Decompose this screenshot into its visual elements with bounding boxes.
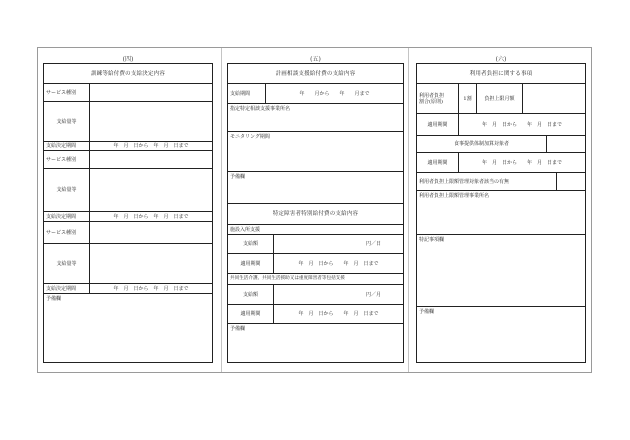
period-label: 支給決定期間: [44, 284, 90, 293]
cap-office-row: [417, 191, 585, 235]
amount-value: 円／月: [365, 291, 381, 298]
amount-value[interactable]: [90, 102, 212, 141]
special-header: [228, 204, 403, 225]
service-row: [44, 222, 212, 244]
cap-value[interactable]: [523, 84, 585, 113]
amount-label: 支給量等: [44, 102, 90, 141]
amount-label: 支給額: [228, 285, 274, 304]
applicable-value: 年 月 日から 年 月 日まで: [298, 311, 379, 317]
applicable-value: 年 月 日から 年 月 日まで: [298, 260, 379, 267]
burden-row: [417, 84, 585, 114]
service-value[interactable]: [90, 151, 212, 168]
notes-row: [417, 307, 585, 362]
group-label: 共同生活介護、共同生活援助又は重度障害者等包括支援: [230, 276, 345, 281]
notes-row: [228, 172, 403, 204]
cap-office-label: 利用者負担上限額管理事業所名: [419, 193, 490, 199]
notes-row: [44, 294, 212, 362]
applicable-label: 適用期間: [417, 153, 459, 172]
panel-number: (五): [310, 56, 321, 63]
cap-mgmt-row: [417, 173, 585, 191]
period-row: [44, 142, 212, 151]
period-label: 支給決定期間: [44, 142, 90, 150]
panel-number: (六): [495, 56, 507, 63]
facility-label: 施設入所支援: [230, 226, 261, 233]
period-row: [44, 212, 212, 222]
notes-label: 予備欄: [230, 326, 246, 332]
applicable-value: 年 月 日から 年 月 日まで: [481, 121, 562, 128]
applicable-row: [228, 254, 403, 274]
service-row: [44, 151, 212, 169]
notes-label: 予備欄: [46, 296, 62, 302]
cap-mgmt-value[interactable]: [557, 173, 585, 190]
amount-row: [44, 169, 212, 212]
provider-row: [228, 104, 403, 132]
period-value: 年 月 日から 年 月 日まで: [113, 143, 189, 149]
applicable-row: [228, 305, 403, 324]
applicable-value: 年 月 日から 年 月 日まで: [481, 159, 562, 166]
burden-label-line: 利用者負担: [419, 92, 445, 99]
service-value[interactable]: [90, 222, 212, 243]
panel-title: 計画相談支援給付費の支給内容: [275, 70, 356, 77]
amount-value: 円／日: [365, 241, 381, 247]
amount-row: [228, 285, 403, 305]
service-label: サービス種別: [44, 151, 90, 168]
cap-mgmt-label: 利用者負担上限額管理対象者該当の有無: [417, 173, 557, 190]
meal-value[interactable]: [547, 136, 585, 152]
panel-4: [43, 63, 213, 363]
service-row: [44, 84, 212, 102]
panel-title: 訓練等給付費の支給決定内容: [90, 70, 166, 77]
cap-label: 負担上限月額: [477, 84, 523, 113]
service-label: サービス種別: [44, 84, 90, 101]
notes-label: 予備欄: [230, 174, 246, 180]
amount-row: [44, 102, 212, 142]
notes-row: [228, 324, 403, 362]
group-row: [228, 274, 403, 285]
panel-title: 利用者負担に関する事項: [469, 70, 533, 77]
special-row: [417, 235, 585, 307]
amount-label: 支給額: [228, 235, 274, 253]
period-row: [228, 84, 403, 104]
period-value: 年 月から 年 月まで: [299, 90, 370, 97]
panel-header: [417, 64, 585, 84]
applicable-row: [417, 114, 585, 136]
period-row: [44, 284, 212, 294]
period-label: 支給期間: [228, 84, 266, 103]
notes-label: 予備欄: [419, 309, 435, 315]
panel-header: [228, 64, 403, 84]
monitoring-label: モニタリング期間: [230, 134, 270, 140]
service-value[interactable]: [90, 84, 212, 101]
applicable-row: [417, 153, 585, 173]
period-value: 年 月 日から 年 月 日まで: [113, 213, 189, 220]
period-label: 支給決定期間: [44, 212, 90, 221]
amount-value[interactable]: [90, 244, 212, 283]
special-label: 特記事項欄: [419, 237, 445, 243]
panel-5: [227, 63, 404, 363]
facility-row: [228, 225, 403, 235]
monitoring-row: [228, 132, 403, 172]
service-label: サービス種別: [44, 222, 90, 243]
amount-label: 支給量等: [44, 169, 90, 211]
panel-number: (四): [122, 56, 134, 63]
meal-row: [417, 136, 585, 153]
meal-label: 食事提供体制加算対象者: [417, 136, 547, 152]
provider-label: 指定特定相談支援事業所名: [230, 106, 291, 112]
amount-value[interactable]: [90, 169, 212, 211]
panel-6: [416, 63, 586, 363]
fold-line: [221, 48, 222, 372]
burden-label-line: 割合(原則): [419, 98, 443, 105]
applicable-label: 適用期間: [417, 114, 459, 135]
fold-line: [408, 48, 409, 372]
amount-row: [228, 235, 403, 254]
period-value: 年 月 日から 年 月 日まで: [113, 285, 189, 292]
burden-label: [417, 84, 459, 113]
panel-header: [44, 64, 212, 84]
applicable-label: 適用期間: [228, 305, 274, 323]
applicable-label: 適用期間: [228, 254, 274, 273]
amount-row: [44, 244, 212, 284]
amount-label: 支給量等: [44, 244, 90, 283]
burden-value: 1割: [459, 84, 477, 113]
special-title: 特定障害者特別給付費の支給内容: [272, 211, 359, 217]
